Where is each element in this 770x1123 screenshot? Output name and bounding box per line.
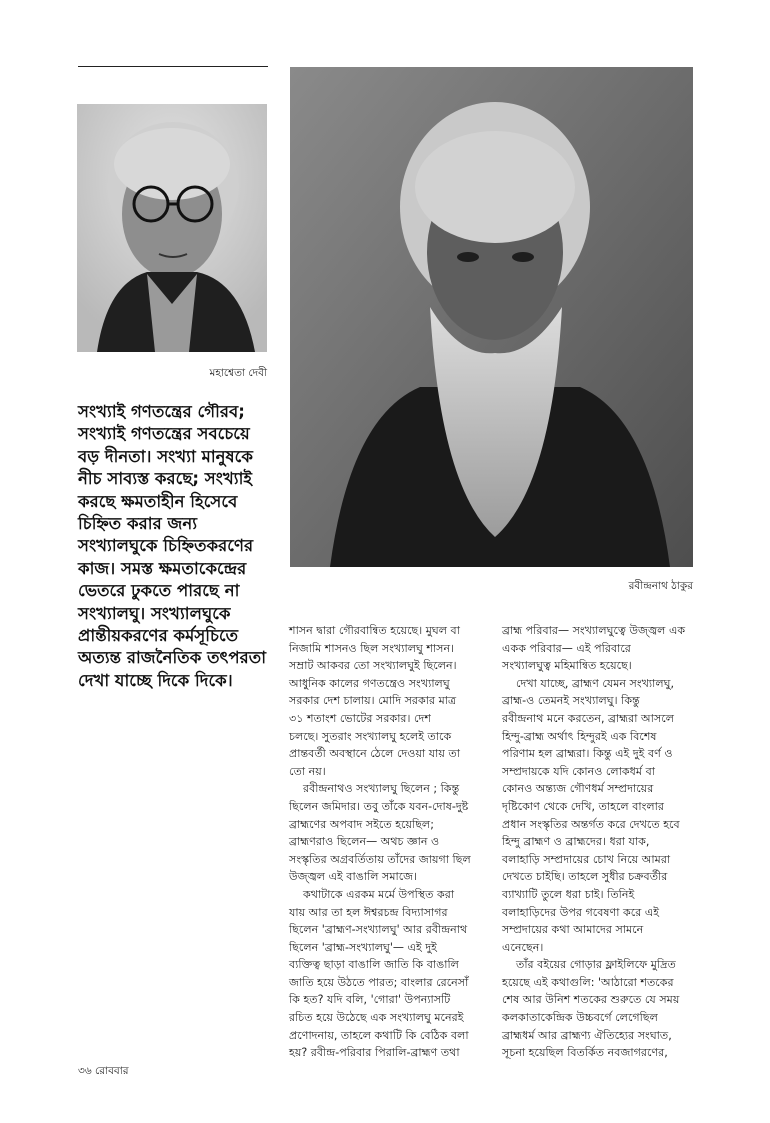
caption-large-photo: রবীন্দ্রনাথ ঠাকুর [628, 580, 693, 592]
body-column-1 [289, 622, 484, 1062]
pull-quote-line: বড় দীনতা। সংখ্যা মানুষকে [78, 446, 253, 466]
top-rule [78, 66, 268, 67]
body-line: সূচনা হয়েছিল বিতর্কিত নবজাগরণের, [502, 1046, 668, 1060]
body-line: আধুনিক কালের গণতন্ত্রেও সংখ্যালঘু [289, 676, 450, 690]
body-line: ব্রাহ্ম পরিবার— সংখ্যালঘুত্বে উজ্জ্বল এক [502, 624, 686, 637]
body-line: সংস্কৃতির অগ্রবর্তিতায় তাঁদের জায়গা ছিল [289, 852, 471, 866]
pull-quote-line: চিহ্নিত করার জন্য [78, 514, 198, 534]
body-line: নিজামি শাসনও ছিল সংখ্যালঘু শাসন। [289, 641, 455, 655]
body-line: ছিলেন জমিদার। তবু তাঁকে যবন-দোষ-দুষ্ট [289, 799, 469, 813]
body-line: দেখতে চাইছি। তাহলে সুধীর চক্রবর্তীর [502, 870, 668, 884]
body-line: সম্রাট আকবর তো সংখ্যালঘুই ছিলেন। [289, 659, 457, 673]
body-line: হয়? রবীন্দ্র-পরিবার পিরালি-ব্রাহ্মণ তথা [289, 1046, 460, 1060]
body-line: রবীন্দ্রনাথ মনে করতেন, ব্রাহ্মরা আসলে [502, 711, 675, 725]
body-line: হয়েছে এই কথাগুলি: 'আঠারো শতকের [502, 975, 674, 989]
body-line: তাঁর বইয়ের গোড়ার ফ্লাইলিফে মুদ্রিত [516, 958, 676, 972]
body-line: রচিত হয়ে উঠেছে এক সংখ্যালঘু মনেরই [289, 1011, 464, 1025]
body-line: দেখা যাচ্ছে, ব্রাহ্মণ যেমন সংখ্যালঘু, [516, 676, 675, 690]
body-line: প্রান্তবর্তী অবস্থানে ঠেলে দেওয়া যায় তা [289, 747, 460, 761]
body-line: ছিলেন 'ব্রাহ্ম-সংখ্যালঘু'— এই দুই [289, 940, 437, 954]
body-line: কি হত? যদি বলি, 'গোরা' উপন্যাসটি [289, 993, 451, 1007]
pull-quote-line: দেখা যাচ্ছে দিকে দিকে। [78, 670, 233, 690]
caption-small-photo: মহাশ্বেতা দেবী [209, 367, 267, 379]
body-line: রবীন্দ্রনাথও সংখ্যালঘু ছিলেন ; কিন্তু [303, 782, 460, 796]
body-line: শেষ আর উনিশ শতকের শুরুতে যে সময় [502, 993, 680, 1007]
body-line: বলাহাড়িদের উপর গবেষণা করে এই [502, 905, 660, 919]
body-line: ব্যক্তিত্ব ছাড়া বাঙালি জাতি কি বাঙালি [289, 958, 459, 972]
body-line: তো নয়। [289, 764, 326, 778]
page-folio: ৩৬ রোববার [78, 1065, 129, 1077]
body-line: প্রণোদনায়, তাহলে কথাটি কি বেঠিক বলা [289, 1028, 469, 1042]
body-line: চলছে। সুতরাং সংখ্যালঘু হলেই তাকে [289, 729, 452, 743]
body-line: কলকাতাকেন্দ্রিক উচ্চবর্গে লেগেছিল [502, 1011, 658, 1025]
body-line: একক পরিবার— এই পরিবারে [502, 641, 631, 655]
body-line: সরকার দেশ চালায়। মোদি সরকার মাত্র [289, 694, 457, 708]
body-line: ব্রাহ্ম-ও তেমনই সংখ্যালঘু। কিন্তু [502, 694, 640, 708]
portrait-photo-mahasweta-devi [77, 104, 267, 352]
body-line: হিন্দু ব্রাহ্মণ ও ব্রাহ্মদের। ধরা যাক, [502, 835, 650, 849]
body-line: ছিলেন 'ব্রাহ্মণ-সংখ্যালঘু' আর রবীন্দ্রনাথ [289, 923, 468, 937]
portrait-photo-rabindranath-tagore [290, 67, 693, 567]
pull-quote-line: সংখ্যাই গণতন্ত্রের গৌরব; [78, 402, 245, 421]
pull-quote-line: সংখ্যালঘু। সংখ্যালঘুকে [78, 603, 231, 623]
body-column-2 [502, 622, 708, 1062]
body-line: কোনও অন্ত্যজ গৌণধর্ম সম্প্রদায়ের [502, 782, 654, 796]
body-line: সংখ্যালঘুত্ব মহিমান্বিত হয়েছে। [502, 659, 632, 673]
body-line: প্রধান সংস্কৃতির অন্তর্গত করে দেখতে হবে [502, 817, 680, 831]
body-line: ব্যাখ্যাটি তুলে ধরা চাই। তিনিই [502, 887, 635, 901]
body-line: জাতি হয়ে উঠতে পারত; বাংলার রেনেসাঁ [289, 975, 469, 989]
pull-quote [78, 401, 278, 692]
body-line: এনেছেন। [502, 940, 544, 954]
body-line: ব্রাহ্মধর্ম আর ব্রাহ্মণ্য ঐতিহ্যের সংঘাত, [502, 1028, 672, 1042]
body-line: হিন্দু-ব্রাহ্ম অর্থাৎ হিন্দুরই এক বিশেষ [502, 729, 657, 743]
pull-quote-line: সংখ্যাই গণতন্ত্রের সবচেয়ে [78, 424, 250, 444]
body-line: পরিণাম হল ব্রাহ্মরা। কিন্তু এই দুই বর্ণ ও [502, 747, 673, 761]
body-line: দৃষ্টিকোণ থেকে দেখি, তাহলে বাংলার [502, 799, 664, 813]
body-line: সম্প্রদায়কে যদি কোনও লোকধর্ম বা [502, 764, 655, 778]
pull-quote-line: প্রান্তীয়করণের কর্মসূচিতে [78, 626, 239, 646]
body-line: ব্রাহ্মণরাও ছিলেন— অথচ জ্ঞান ও [289, 835, 440, 849]
body-line: বলাহাড়ি সম্প্রদায়ের চোখ নিয়ে আমরা [502, 852, 671, 866]
pull-quote-line: কাজ। সমস্ত ক্ষমতাকেন্দ্রের [78, 558, 247, 578]
pull-quote-line: অত্যন্ত রাজনৈতিক তৎপরতা [78, 648, 267, 668]
body-line: উজ্জ্বল এই বাঙালি সমাজে। [289, 870, 418, 884]
body-line: ব্রাহ্মণের অপবাদ সইতে হয়েছিল; [289, 817, 434, 831]
pull-quote-line: ভেতরে ঢুকতে পারছে না [78, 581, 240, 601]
body-line: সম্প্রদায়ের কথা আমাদের সামনে [502, 923, 644, 937]
body-line: কথাটাকে এরকম মর্মে উপস্থিত করা [303, 887, 455, 901]
body-line: ৩১ শতাংশ ভোটের সরকার। দেশ [289, 711, 431, 725]
body-line: যায় আর তা হল ঈশ্বরচন্দ্র বিদ্যাসাগর [289, 905, 448, 919]
pull-quote-line: করছে ক্ষমতাহীন হিসেবে [78, 491, 238, 511]
body-line: শাসন দ্বারা গৌরবান্বিত হয়েছে। মুঘল বা [289, 624, 460, 637]
pull-quote-line: সংখ্যালঘুকে চিহ্নিতকরণের [78, 536, 254, 556]
pull-quote-line: নীচ সাব্যস্ত করছে; সংখ্যাই [78, 469, 253, 489]
